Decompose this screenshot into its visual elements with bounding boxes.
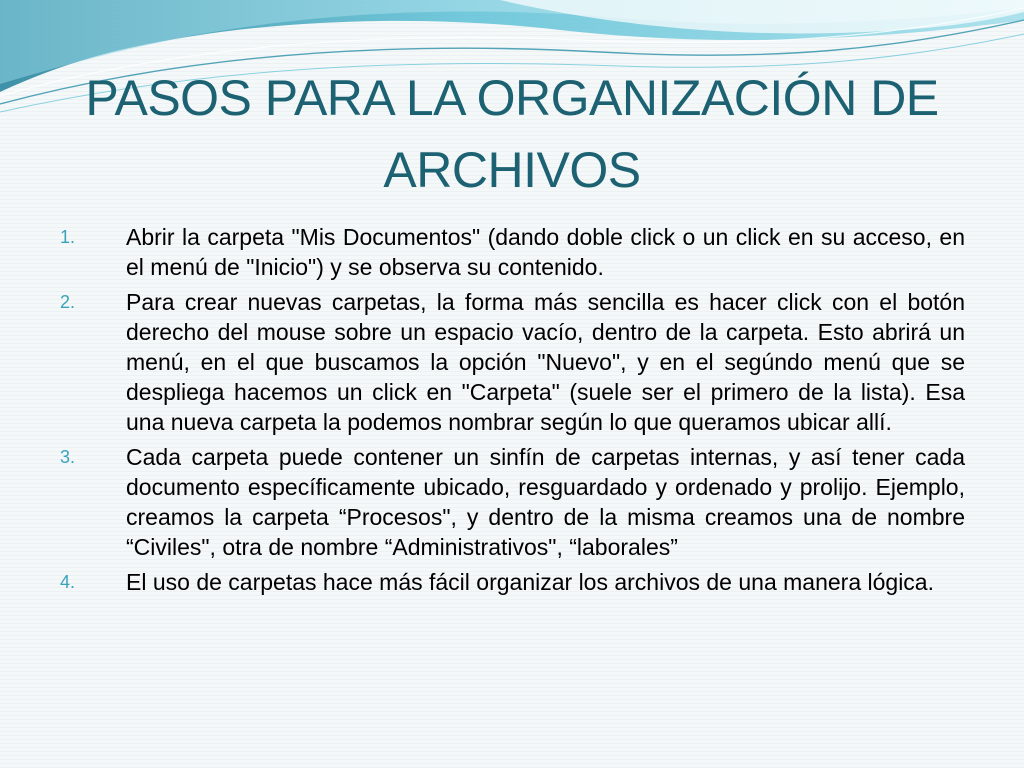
slide-title: PASOS PARA LA ORGANIZACIÓN DE ARCHIVOS <box>85 70 939 198</box>
list-item <box>60 567 965 597</box>
list-item <box>60 222 965 282</box>
list-item-number: 1. <box>60 227 76 247</box>
list-item-text: Para crear nuevas carpetas, la forma más sencilla es hacer click con el botón derecho del mouse sobre un espacio vacío, dentro de la carpeta. Esto abrirá un menú, en el que buscamos la opción "Nuevo", y en el segúndo menú que se despliega hacemos un click en "Carpeta" (suele ser el primero de la lista). Esa una nueva carpeta la podemos nombrar según lo que queramos ubicar allí. <box>126 289 965 435</box>
list-item-text: El uso de carpetas hace más fácil organizar los archivos de una manera lógica. <box>126 569 934 595</box>
list-item-number: 4. <box>60 572 76 592</box>
numbered-list <box>60 222 965 602</box>
list-item <box>60 287 965 437</box>
list-item-text: Abrir la carpeta "Mis Documentos" (dando doble click o un click en su acceso, en el menú de "Inicio") y se observa su contenido. <box>126 224 965 280</box>
list-item-number: 3. <box>60 447 76 467</box>
list-item-number: 2. <box>60 292 76 312</box>
list-item-text: Cada carpeta puede contener un sinfín de carpetas internas, y así tener cada documento específicamente ubicado, resguardado y ordenado y prolijo. Ejemplo, creamos la carpeta “Procesos", y dentro de la misma creamos una de nombre “Civiles", otra de nombre “Administrativos", “laborales” <box>126 444 965 560</box>
list-item <box>60 442 965 562</box>
